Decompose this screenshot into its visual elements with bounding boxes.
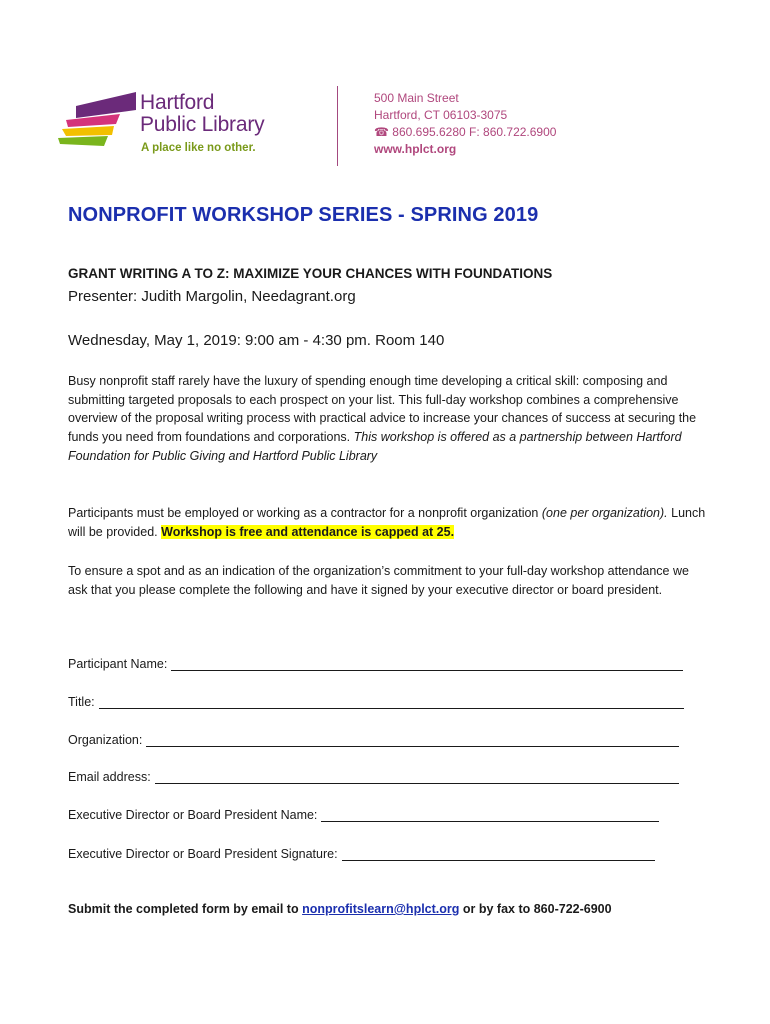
submit-email-link[interactable]: nonprofitslearn@hplct.org: [302, 902, 460, 916]
eligibility-note: (one per organization).: [541, 506, 668, 520]
participant-name-input-line[interactable]: [171, 656, 683, 671]
director-name-input-line[interactable]: [321, 807, 659, 822]
organization-field: [68, 732, 679, 747]
lunch-note: Lunch will be provided.: [68, 506, 706, 539]
eligibility-text: Participants must be employed or working as a contractor for a nonprofit organization: [68, 506, 539, 520]
instructions-paragraph: To ensure a spot and as an indication of the organization’s commitment to your full-day workshop attendance we ask that you please complete the following and have it signed by your executive director or board president.: [68, 564, 689, 597]
title-label: Title:: [68, 695, 95, 709]
organization-input-line[interactable]: [146, 732, 679, 747]
address-city: Hartford, CT 06103-3075: [374, 108, 508, 122]
logo-name-line1: Hartford: [140, 91, 215, 114]
workshop-presenter: Presenter: Judith Margolin, Needagrant.org: [68, 288, 356, 305]
submit-prefix: Submit the completed form by email to: [68, 902, 299, 916]
title-input-line[interactable]: [99, 694, 684, 709]
workshop-datetime: Wednesday, May 1, 2019: 9:00 am - 4:30 pm. Room 140: [68, 332, 445, 349]
director-signature-field: [68, 846, 655, 861]
capacity-highlight: Workshop is free and attendance is capped at 25.: [161, 524, 455, 539]
logo-stripes-icon: [56, 88, 142, 152]
email-field: [68, 769, 679, 784]
eligibility-paragraph: [68, 504, 708, 541]
workshop-name: GRANT WRITING A TO Z: MAXIMIZE YOUR CHANCES WITH FOUNDATIONS: [68, 266, 553, 281]
title-field: [68, 694, 684, 709]
director-signature-label: Executive Director or Board President Signature:: [68, 847, 338, 861]
organization-label: Organization:: [68, 733, 143, 747]
email-input-line[interactable]: [155, 769, 679, 784]
logo-name-line2: Public Library: [140, 113, 265, 136]
address-phone: [374, 124, 556, 141]
director-name-field: [68, 807, 659, 822]
logo-tagline: A place like no other.: [141, 142, 256, 154]
header-divider: [337, 86, 338, 166]
director-name-label: Executive Director or Board President Name:: [68, 808, 318, 822]
page-title: NONPROFIT WORKSHOP SERIES - SPRING 2019: [68, 204, 539, 226]
submit-suffix: or by fax to 860-722-6900: [462, 902, 612, 916]
participant-name-field: [68, 656, 683, 671]
director-signature-input-line[interactable]: [342, 846, 655, 861]
hartford-public-library-logo: [56, 88, 306, 168]
email-label: Email address:: [68, 770, 151, 784]
description-text: Busy nonprofit staff rarely have the luxury of spending enough time developing a critical skill: composing and submitting targeted proposals to each prospect on your list. This full-day workshop combines a comprehensive overview of the proposal writing process with practical advice to increase your chances of success at securing the funds you need from foundations and corporations.: [68, 374, 697, 445]
logo-name: [140, 92, 264, 136]
address-street: 500 Main Street: [374, 91, 459, 105]
phone-icon: ☎: [374, 125, 389, 139]
website-link[interactable]: www.hplct.org: [374, 142, 457, 156]
phone-fax-numbers: 860.695.6280 F: 860.722.6900: [392, 125, 557, 139]
partnership-note: This workshop is offered as a partnership between Hartford Foundation for Public Giving and Hartford Public Library: [68, 430, 682, 463]
participant-name-label: Participant Name:: [68, 657, 168, 671]
library-address: [374, 90, 556, 158]
description-paragraph: [68, 372, 708, 466]
submit-instructions: [68, 902, 612, 916]
